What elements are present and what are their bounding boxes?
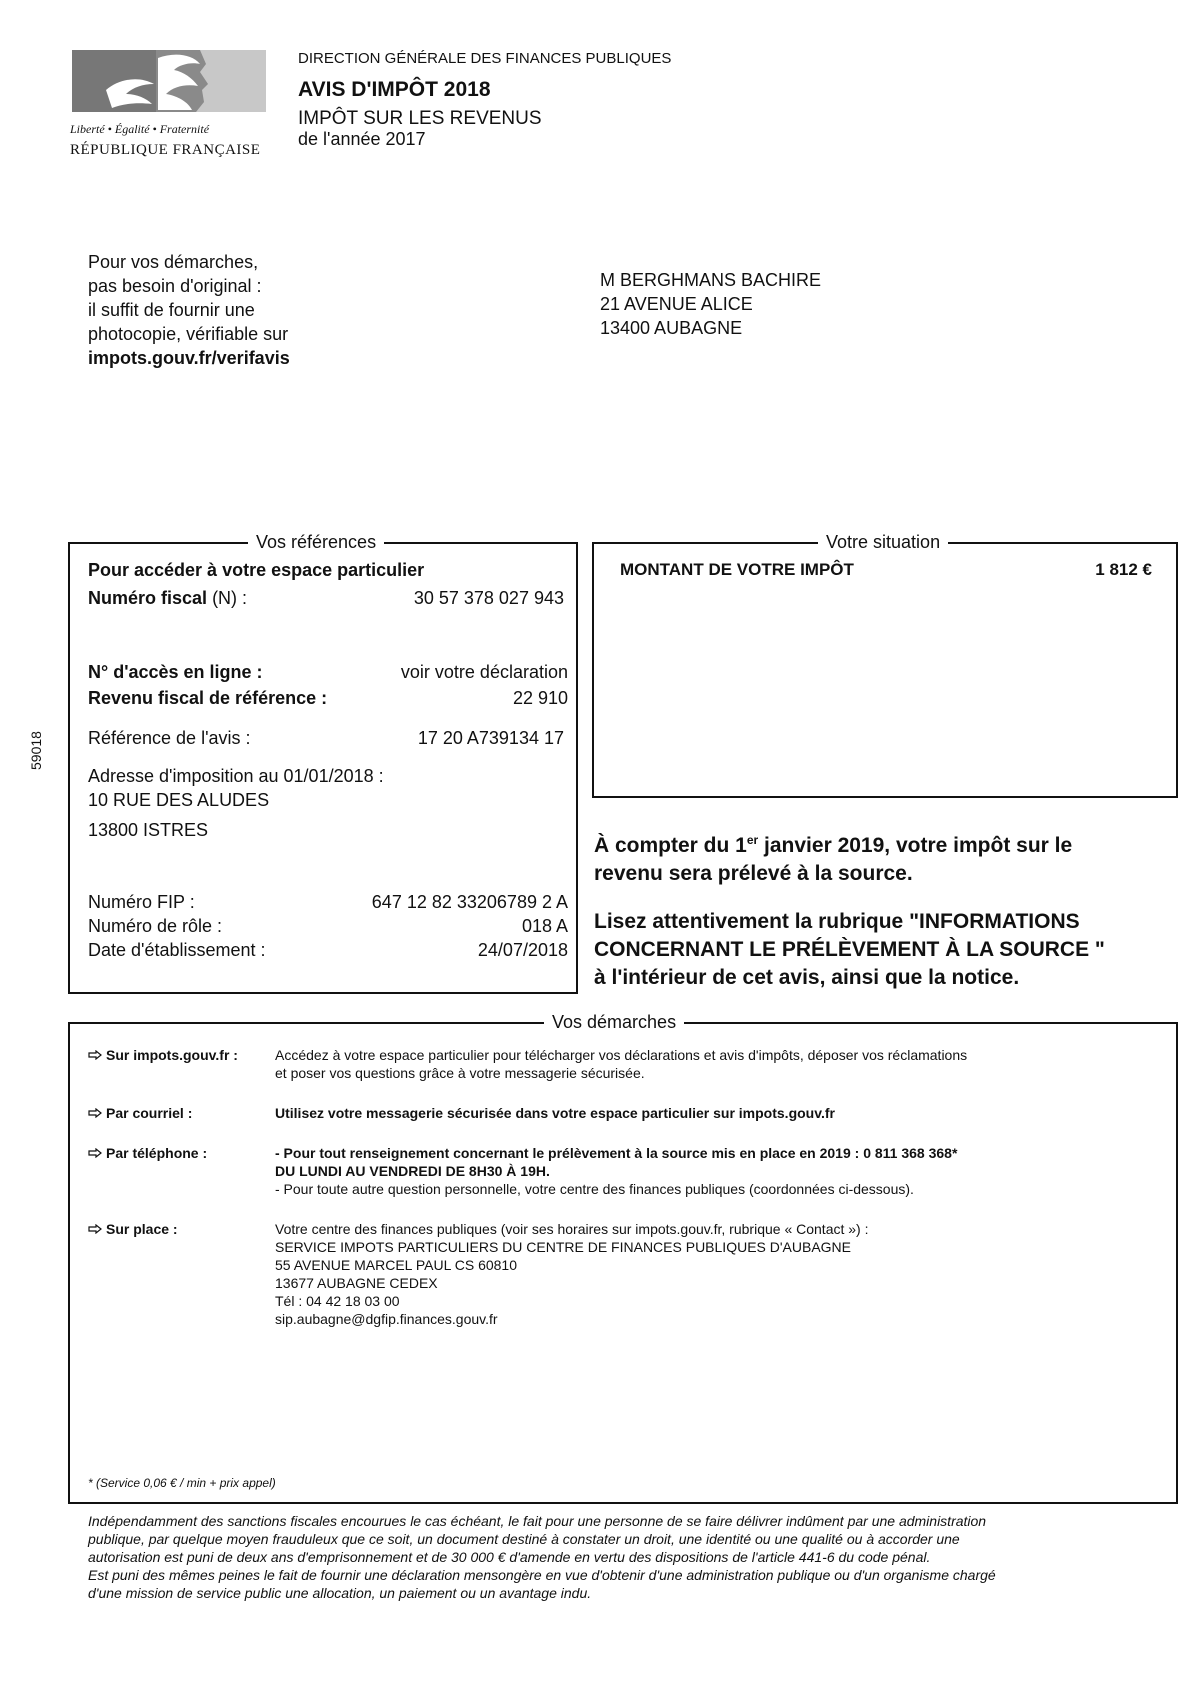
place-text: 13677 AUBAGNE CEDEX [275,1275,438,1291]
fiscal-number-value: 30 57 378 027 943 [413,588,564,608]
withholding-text: janvier 2019, votre impôt sur le [758,834,1073,857]
phone-text: DU LUNDI AU VENDREDI DE 8H30 À 19H. [275,1163,550,1179]
situation-box [592,532,1178,798]
withholding-superscript: er [746,833,759,847]
fiscal-number-label-suffix: (N) : [212,588,248,608]
direction-name: DIRECTION GÉNÉRALE DES FINANCES PUBLIQUES [298,50,672,67]
references-legend: Vos références [248,531,384,553]
place-text: 55 AVENUE MARCEL PAUL CS 60810 [275,1257,517,1273]
address-label: Adresse d'imposition au 01/01/2018 : [88,766,384,786]
references-box [68,532,578,994]
role-value: 018 A [521,916,568,936]
address-line: 13800 ISTRES [88,820,209,840]
fip-value: 647 12 82 33206789 2 A [371,892,568,912]
withholding-line [594,826,1176,860]
arrow-right-icon [88,1108,102,1118]
arrow-right-icon [88,1224,102,1234]
verify-line: photocopie, vérifiable sur [88,324,289,344]
online-access-row [88,660,568,684]
logo-motto: Liberté • Égalité • Fraternité [70,122,210,136]
fip-label: Numéro FIP : [88,892,195,912]
mail-text: Utilisez votre messagerie sécurisée dans votre espace particulier sur impots.gouv.fr [275,1105,835,1121]
place-email[interactable]: sip.aubagne@dgfip.finances.gouv.fr [275,1311,498,1327]
fiscal-number-label: Numéro fiscal [88,588,208,608]
place-text: Votre centre des finances publiques (voir ses horaires sur impots.gouv.fr, rubrique « Contact ») : [275,1221,869,1237]
page-subtitle: IMPÔT SUR LES REVENUS [298,108,542,129]
date-row [88,938,568,962]
withholding-line: à l'intérieur de cet avis, ainsi que la notice. [594,966,1020,989]
arrow-right-icon [88,1050,102,1060]
rfr-value: 22 910 [512,688,568,708]
phone-label [88,1144,207,1162]
logo-republic-name: RÉPUBLIQUE FRANÇAISE [70,142,261,158]
verify-notice [88,250,290,370]
demarches-box [68,1012,1178,1504]
phone-text: - Pour toute autre question personnelle, votre centre des finances publiques (coordonnées ci-dessous). [275,1181,914,1197]
legal-line: d'une mission de service public une allocation, un paiement ou un avantage indu. [88,1585,592,1601]
legal-notice [88,1512,1150,1602]
demarches-legend: Vos démarches [544,1011,684,1033]
republic-logo [70,50,270,168]
online-access-label: N° d'accès en ligne : [88,662,263,682]
recipient-address [600,268,821,340]
recipient-city: 13400 AUBAGNE [600,318,743,338]
internet-text: et poser vos questions grâce à votre messagerie sécurisée. [275,1065,645,1081]
page-title: AVIS D'IMPÔT 2018 [298,78,491,101]
verify-line: pas besoin d'original : [88,276,262,296]
recipient-street: 21 AVENUE ALICE [600,294,753,314]
phone-label-text: Par téléphone : [106,1145,208,1161]
fip-row [88,890,568,914]
tax-amount-label: MONTANT DE VOTRE IMPÔT [620,560,854,579]
verify-line: Pour vos démarches, [88,252,259,272]
online-access-value: voir votre déclaration [400,662,568,682]
legal-line: publique, par quelque moyen frauduleux que ce soit, un document destiné à constater un droit, une identité ou une qualité ou à accorder une [88,1531,960,1547]
legal-line: autorisation est puni de deux ans d'emprisonnement et de 30 000 € d'amende en vertu des dispositions de l'article 441-6 du code pénal. [88,1549,931,1565]
fiscal-number-row [88,586,568,610]
role-label: Numéro de rôle : [88,916,223,936]
place-text: SERVICE IMPOTS PARTICULIERS DU CENTRE DE FINANCES PUBLIQUES D'AUBAGNE [275,1239,852,1255]
rfr-row [88,686,568,710]
verify-link[interactable]: impots.gouv.fr/verifavis [88,348,290,368]
rfr-label: Revenu fiscal de référence : [88,688,328,708]
address-line: 10 RUE DES ALUDES [88,790,270,810]
avis-reference-label: Référence de l'avis : [88,728,251,748]
internet-text: Accédez à votre espace particulier pour télécharger vos déclarations et avis d'impôts, déposer vos réclamations [275,1047,968,1063]
mail-label [88,1104,192,1122]
internet-label [88,1046,238,1064]
date-value: 24/07/2018 [477,940,568,960]
place-text: Tél : 04 42 18 03 00 [275,1293,400,1309]
date-label: Date d'établissement : [88,940,266,960]
arrow-right-icon [88,1148,102,1158]
place-label [88,1220,178,1238]
access-heading: Pour accéder à votre espace particulier [88,560,425,580]
withholding-line: Lisez attentivement la rubrique "INFORMATIONS [594,910,1080,933]
withholding-notice [594,826,1176,992]
withholding-text: À compter du 1 [594,834,747,857]
footnote: * (Service 0,06 € / min + prix appel) [88,1476,276,1490]
side-code: 59018 [28,731,44,770]
tax-year: de l'année 2017 [298,129,426,149]
recipient-name: M BERGHMANS BACHIRE [600,270,822,290]
tax-amount-value: 1 812 € [1095,560,1152,579]
role-row [88,914,568,938]
internet-label-text: Sur impots.gouv.fr : [106,1047,238,1063]
avis-reference-value: 17 20 A739134 17 [417,728,564,748]
withholding-line: CONCERNANT LE PRÉLÈVEMENT À LA SOURCE " [594,938,1105,961]
marianne-emblem-icon [70,50,270,120]
place-label-text: Sur place : [106,1221,178,1237]
legal-line: Indépendamment des sanctions fiscales encourues le cas échéant, le fait pour une personne de se faire délivrer indûment par une administration [88,1513,987,1529]
phone-text: - Pour tout renseignement concernant le prélèvement à la source mis en place en 2019 : 0 811 368 368* [275,1145,958,1161]
avis-reference-row [88,726,568,750]
legal-line: Est puni des mêmes peines le fait de fournir une déclaration mensongère en vue d'obtenir d'une administration publique ou d'un organisme chargé [88,1567,996,1583]
withholding-line: revenu sera prélevé à la source. [594,862,913,885]
verify-line: il suffit de fournir une [88,300,255,320]
mail-label-text: Par courriel : [106,1105,193,1121]
situation-legend: Votre situation [818,531,948,553]
